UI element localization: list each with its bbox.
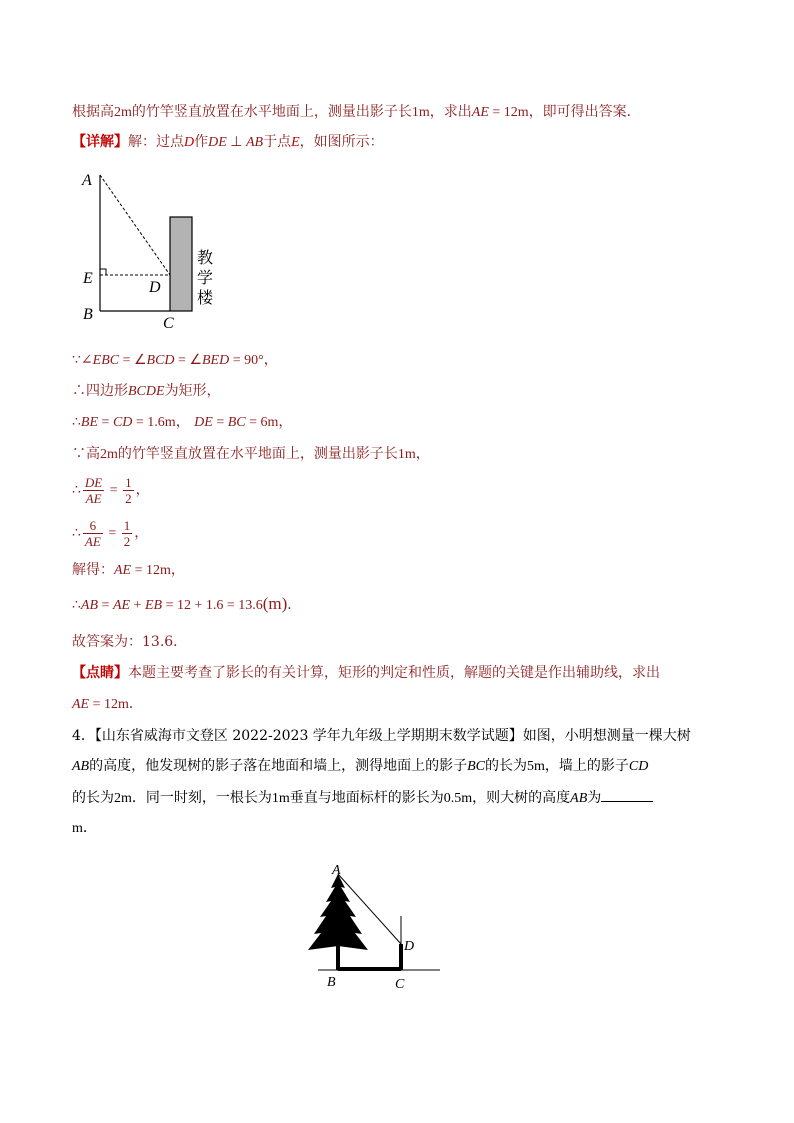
t: ． xyxy=(287,597,302,613)
text-line-1 xyxy=(72,102,641,123)
t: 解得： xyxy=(72,562,114,578)
t: ∵∠ xyxy=(72,352,93,368)
t: ， xyxy=(175,414,195,430)
t: BCD xyxy=(146,353,175,368)
comment-label: 【点睛】 xyxy=(72,665,128,681)
t: AE xyxy=(112,598,131,613)
t: AE xyxy=(114,563,132,578)
t: = 6m xyxy=(245,415,279,430)
t: BED xyxy=(202,353,230,368)
t: AB xyxy=(246,135,264,150)
t: 根据高 xyxy=(72,104,114,120)
answer-blank[interactable] xyxy=(601,787,653,802)
answer-line xyxy=(72,632,187,652)
label-b: B xyxy=(83,306,93,323)
t: 的长为 xyxy=(485,758,527,774)
t: = xyxy=(106,483,122,498)
question-4-line-3 xyxy=(72,787,653,809)
t: = xyxy=(212,415,228,430)
question-4-line-1 xyxy=(72,726,691,746)
t: CD xyxy=(112,415,133,430)
t: AE xyxy=(85,490,102,506)
t: ⊥ xyxy=(226,135,246,150)
t: BE xyxy=(80,415,99,430)
t: = xyxy=(98,415,113,430)
fraction-one-half xyxy=(123,475,134,506)
t: m xyxy=(72,821,83,836)
t: = 12m xyxy=(488,105,529,120)
label-c: C xyxy=(395,977,405,992)
t: = 1.6m xyxy=(132,415,176,430)
t: ． xyxy=(82,820,97,836)
question-4-line-2 xyxy=(72,756,648,777)
t: ∴ xyxy=(72,414,81,430)
text-line-2 xyxy=(72,132,384,153)
text-line-5 xyxy=(72,412,292,433)
t: ∴ xyxy=(72,525,81,541)
t: ． xyxy=(128,696,143,712)
t: 故答案为：13.6． xyxy=(72,634,188,650)
t: 2m xyxy=(114,791,132,806)
t: = xyxy=(98,598,113,613)
fraction-6-ae xyxy=(83,518,103,549)
t: 的竹竿竖直放置在水平地面上，测量出影子长 xyxy=(131,104,412,120)
t: 作 xyxy=(194,134,209,150)
t: 1m xyxy=(411,105,430,120)
detail-label: 【详解】 xyxy=(72,134,128,150)
fraction-de-ae xyxy=(83,475,104,506)
t: ∴ xyxy=(72,482,81,498)
t: 的竹竿竖直放置在水平地面上，测量出影子长 xyxy=(117,446,398,462)
t: AB xyxy=(72,759,90,774)
tree-icon xyxy=(308,874,368,950)
t: ， xyxy=(135,482,150,498)
label-a: A xyxy=(82,172,92,189)
t: 的高度，他发现树的影子落在地面和墙上，测得地面上的影子 xyxy=(89,758,468,774)
t: D xyxy=(184,135,195,150)
t: ，则大树的高度 xyxy=(472,790,571,806)
t: 垂直与地面标杆的影长为 xyxy=(289,790,444,806)
t: 1m xyxy=(271,791,290,806)
t: 2m xyxy=(114,105,132,120)
t: ∵高 xyxy=(72,446,100,462)
t: 5m xyxy=(527,759,545,774)
figure-building-diagram xyxy=(70,165,230,335)
t: AB xyxy=(80,598,99,613)
fraction-one-half xyxy=(122,518,133,549)
text-line-13 xyxy=(72,694,143,715)
building-char-1: 教 xyxy=(197,248,214,267)
label-e: E xyxy=(83,270,93,287)
label-c: C xyxy=(163,315,174,332)
t: ，即可得出答案． xyxy=(528,104,641,120)
t: = xyxy=(104,526,120,541)
t: EBC xyxy=(92,353,120,368)
t: ∴四边形 xyxy=(72,383,128,399)
t: ．同一时刻，一根长为 xyxy=(131,790,272,806)
t: AE xyxy=(471,105,489,120)
t: E xyxy=(291,135,300,150)
t: 为 xyxy=(587,790,602,806)
t: ， xyxy=(170,562,185,578)
t: ， xyxy=(415,446,430,462)
label-b: B xyxy=(327,975,336,990)
figure-tree-shadow xyxy=(300,862,450,997)
t: 的长为 xyxy=(72,790,114,806)
t: 1m xyxy=(397,447,416,462)
t: = ∠ xyxy=(119,353,147,368)
building-char-3: 楼 xyxy=(197,288,214,307)
t: 2 xyxy=(123,533,131,549)
t: DE xyxy=(208,135,227,150)
t: BC xyxy=(467,759,485,774)
t: 1 xyxy=(123,517,131,533)
line-ad-dashed xyxy=(100,175,170,275)
t: ，墙上的影子 xyxy=(544,758,629,774)
text-line-12 xyxy=(72,663,660,683)
t: ，如图所示： xyxy=(299,134,384,150)
t: 解：过点 xyxy=(128,134,184,150)
t: = 12m xyxy=(131,563,171,578)
t: = 12m xyxy=(89,697,129,712)
t: 于点 xyxy=(263,134,292,150)
t: + xyxy=(130,598,145,613)
t: DE xyxy=(84,474,103,490)
text-line-4 xyxy=(72,381,221,402)
t: ∴ xyxy=(72,597,81,613)
building-char-2: 学 xyxy=(197,268,214,287)
t: 为矩形， xyxy=(164,383,221,399)
t: 2m xyxy=(100,447,118,462)
text-line-7 xyxy=(72,472,150,509)
t: = 90° xyxy=(229,353,264,368)
t: AE xyxy=(84,533,101,549)
building-rect xyxy=(170,217,192,311)
text-line-3 xyxy=(72,350,278,371)
t: DE xyxy=(194,415,213,430)
t: (m) xyxy=(262,594,288,613)
t: 4．【山东省威海市文登区 2022-2023 学年九年级上学期期末数学试题】如图，小明想测量一棵大树 xyxy=(72,728,691,744)
t: ， xyxy=(278,414,293,430)
right-angle-mark xyxy=(100,269,106,275)
t: 本题主要考查了影长的有关计算，矩形的判定和性质，解题的关键是作出辅助线，求出 xyxy=(128,665,660,681)
t: = 12 + 1.6 = 13.6 xyxy=(162,598,263,613)
label-a: A xyxy=(332,863,341,878)
t: 2 xyxy=(125,490,132,506)
label-d: D xyxy=(149,279,161,296)
t: EB xyxy=(144,598,163,613)
t: ，求出 xyxy=(429,104,472,120)
t: = ∠ xyxy=(174,353,202,368)
text-line-10 xyxy=(72,594,301,616)
label-d: D xyxy=(404,939,415,954)
question-4-line-4 xyxy=(72,818,97,839)
t: CD xyxy=(628,759,649,774)
t: ， xyxy=(134,525,149,541)
text-line-8 xyxy=(72,515,148,552)
text-line-9 xyxy=(72,560,185,581)
text-line-6 xyxy=(72,444,430,465)
t: AE xyxy=(72,697,90,712)
t: BC xyxy=(227,415,246,430)
t: ， xyxy=(263,352,278,368)
t: 1 xyxy=(125,474,132,490)
t: BCDE xyxy=(128,384,165,399)
t: AB xyxy=(570,791,588,806)
t: 6 xyxy=(83,518,103,534)
t: 0.5m xyxy=(443,791,473,806)
